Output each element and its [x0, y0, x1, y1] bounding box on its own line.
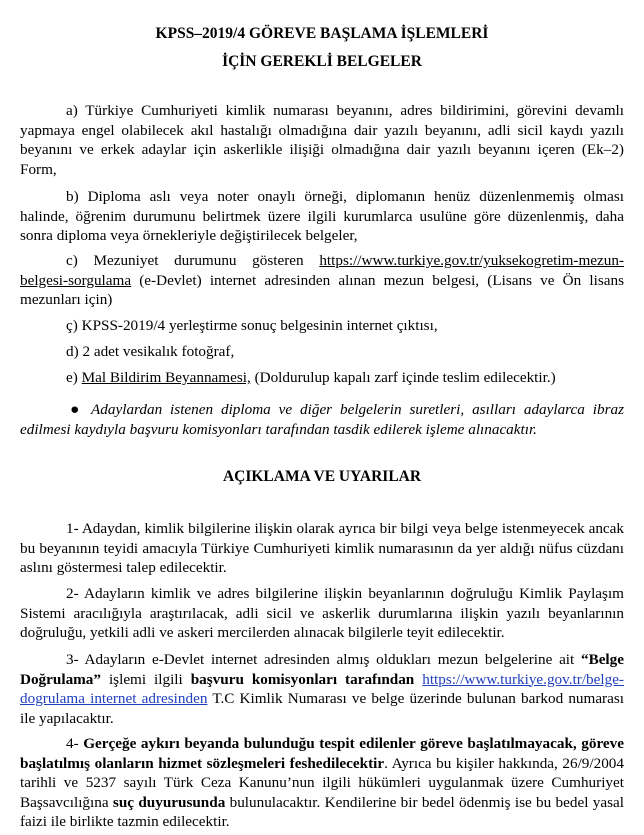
item-cc-text: ç) KPSS-2019/4 yerleştirme sonuç belgesinin internet çıktısı, — [66, 317, 438, 334]
paragraph-1 — [20, 519, 624, 578]
paragraph-4-mid: . Ayrıca bu kişiler hakkında, 26/9/2004 tarihli ve 5237 sayılı Türk Ceza Kanunu’nun ilgili hükümleri uygulanmak üzere Cumhuriyet Başsavcılığına — [20, 754, 624, 811]
mal-bildirim-link[interactable]: Mal Bildirim Beyannamesi, — [81, 369, 251, 386]
paragraph-3 — [20, 650, 624, 728]
paragraph-3-suffix: T.C Kimlik Numarası ve belge üzerinde bulunan barkod numarası ile yapılacaktır. — [20, 690, 624, 727]
item-b — [20, 187, 624, 246]
document-title-line-1: KPSS–2019/4 GÖREVE BAŞLAMA İŞLEMLERİ — [155, 25, 489, 42]
item-e — [20, 368, 624, 388]
document-title-line-2: İÇİN GEREKLİ BELGELER — [222, 53, 422, 70]
item-a-text: a) Türkiye Cumhuriyeti kimlik numarası beyanını, adres bildirimini, görevini devamlı yapmaya engel olabilecek akıl hastalığı olmadığına dair yazılı beyanını, adli sicil kaydı yazılı beyanını ve erkek adaylar için askerlikle ilişiği olmadığına dair yazılı beyanını içeren (Ek–2) Form, — [20, 102, 624, 178]
item-a — [20, 101, 624, 179]
note-paragraph — [20, 400, 624, 439]
paragraph-1-text: 1- Adaydan, kimlik bilgilerine ilişkin olarak ayrıca bir bilgi veya belge istenmeyecek ancak bu beyanının teyidi amacıyla Türkiye Cumhuriyeti kimlik numarasının da yer aldığı nüfus cüzdanı aslını göstermesi talep edilecektir. — [20, 520, 624, 576]
paragraph-4-bold-1: Gerçeğe aykırı beyanda bulunduğu tespit edilenler göreve başlatılmayacak, göreve başlatılmış olanların hizmet sözleşmeleri feshedilecektir — [20, 735, 624, 772]
belge-dogrulama-link[interactable]: https://www.turkiye.gov.tr/belge-dogrulama internet adresinden — [20, 670, 624, 707]
paragraph-4-suffix: bulunulacaktır. Kendilerine bir bedel ödenmiş ise bu bedel yasal faizi ile birlikte tazmin edilecektir. — [20, 793, 624, 830]
paragraph-3-mid: işlemi ilgili — [101, 670, 191, 688]
item-d-text: d) 2 adet vesikalık fotoğraf, — [66, 343, 235, 360]
paragraph-3-bold-1: “Belge Doğrulama” — [20, 651, 624, 688]
item-c-prefix: c) Mezuniyet durumunu gösteren — [66, 252, 320, 269]
paragraph-2-text: 2- Adayların kimlik ve adres bilgilerine ilişkin beyanlarının doğruluğu Kimlik Paylaşım Sistemi aracılığıyla araştırılacak, adli sicil ve askerlik durumlarına ilişkin yazılı beyanlarının doğruluğu, yetkili adli ve askeri mercilerden alınacak bilgilerle teyit edilecektir. — [20, 585, 624, 641]
paragraph-3-prefix: 3- Adayların e-Devlet internet adresinden almış oldukları mezun belgelerine ait — [66, 651, 581, 668]
item-e-prefix: e) — [66, 369, 82, 386]
bullet-icon: ● — [66, 401, 84, 418]
item-cc — [20, 316, 624, 336]
paragraph-4-bold-2: suç duyurusunda — [112, 793, 226, 811]
section-heading: AÇIKLAMA VE UYARILAR — [222, 468, 422, 485]
item-b-text: b) Diploma aslı veya noter onaylı örneği, diplomanın henüz düzenlenmemiş olması halinde, öğrenim durumunu belirtmek üzere ilgili kurumlarca usulüne göre düzenlenmiş, daha sonra diploma veya örnekleriyle değiştirilecek belgeler, — [20, 188, 624, 244]
mezun-belgesi-link[interactable]: https://www.turkiye.gov.tr/yuksekogretim-mezun-belgesi-sorgulama — [20, 252, 624, 289]
note-text: Adaylardan istenen diploma ve diğer belgelerin suretleri, asılları adaylarca ibraz edilmesi kaydıyla başvuru komisyonları tarafından tasdik edilerek işleme alınacaktır. — [20, 401, 624, 438]
item-c-suffix: (e-Devlet) internet adresinden alınan mezun belgesi, (Lisans ve Ön lisans mezunları için) — [20, 271, 624, 308]
item-e-suffix: (Doldurulup kapalı zarf içinde teslim edilecektir.) — [250, 369, 556, 386]
paragraph-2 — [20, 584, 624, 643]
item-d — [20, 342, 624, 362]
paragraph-3-bold-2: başvuru komisyonları tarafından — [190, 670, 415, 688]
item-c — [20, 251, 624, 310]
paragraph-4 — [20, 734, 624, 832]
paragraph-4-prefix: 4- — [66, 735, 84, 752]
